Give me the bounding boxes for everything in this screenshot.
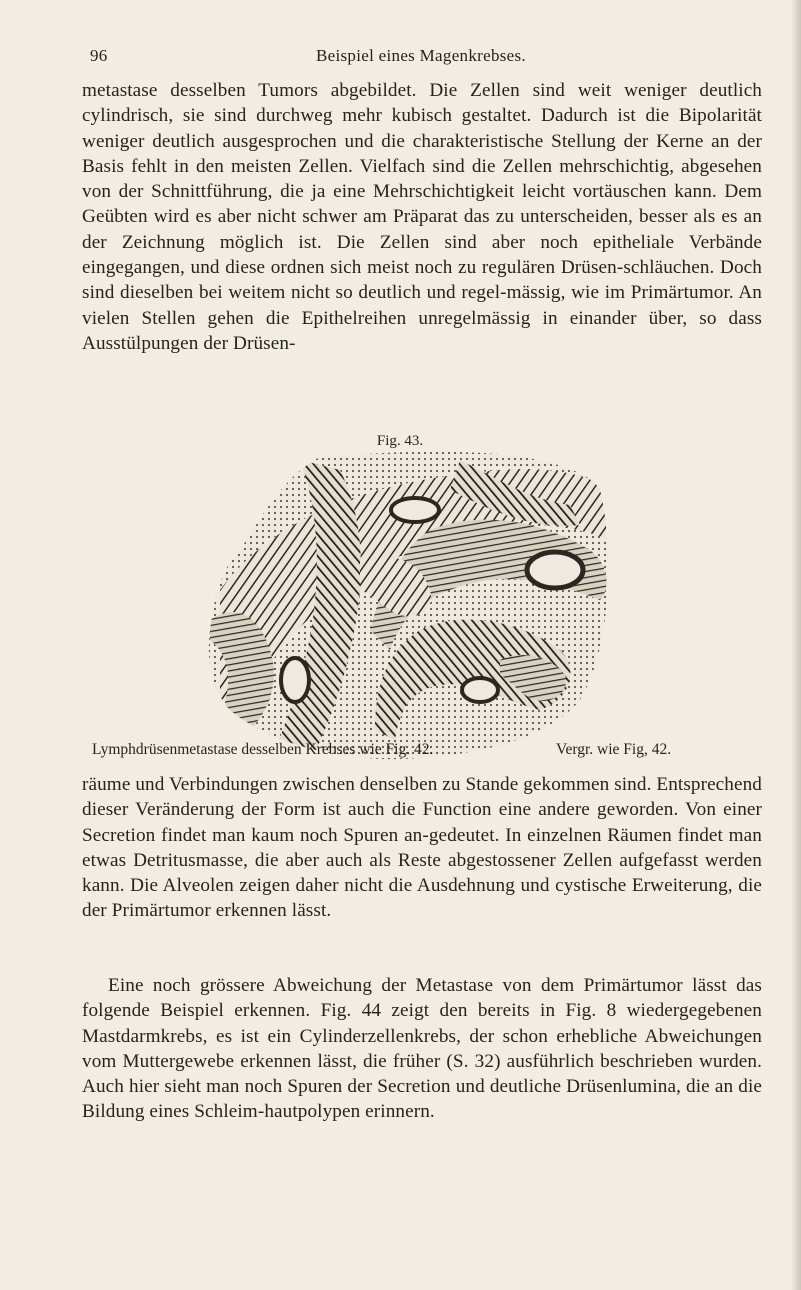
running-head xyxy=(82,46,760,72)
running-title: Beispiel eines Magenkrebses. xyxy=(316,46,526,65)
paragraph-1: metastase desselben Tumors abgebildet. Die Zellen sind weit weniger deutlich cylindrisch, sie sind durchweg mehr kubisch gestaltet. Dadurch ist die Bipolarität weniger deutlich ausgesprochen und die charakteristische Stellung der Kerne an der Basis fehlt in den meisten Zellen. Vielfach sind die Zellen mehrschichtig, abgesehen von der Schnittführung, die ja eine Mehrschichtigkeit leicht vortäuschen kann. Dem Geübten wird es aber nicht schwer am Präparat das zu unterscheiden, besser als es an der Zeichnung möglich ist. Die Zellen sind aber noch epitheliale Verbände eingegangen, und diese ordnen sich meist noch zu regulären Drüsen-schläuchen. Doch sind dieselben bei weitem nicht so deutlich und regel-mässig, wie im Primärtumor. An vielen Stellen gehen die Epithelreihen unregelmässig in einander über, so dass Ausstülpungen der Drüsen- xyxy=(82,80,762,354)
paragraph-3: Eine noch grössere Abweichung der Metastase von dem Primärtumor lässt das folgende Beispiel erkennen. Fig. 44 zeigt den bereits in Fig. 8 wiedergegebenen Mastdarmkrebs, es ist ein Cylinderzellenkrebs, der schon erhebliche Abweichungen vom Muttergewebe erkennen lässt, die früher (S. 32) ausführlich beschrieben wurden. Auch hier sieht man noch Spuren der Secretion und deutliche Drüsenlumina, die an die Bildung eines Schleim-hautpolypen erinnern. xyxy=(82,975,762,1123)
caption-magnification: Vergr. wie Fig, 42. xyxy=(556,741,672,758)
figure-label: Fig. 43. xyxy=(376,433,424,449)
histology-illustration xyxy=(200,450,610,765)
page-edge-shadow xyxy=(791,0,801,1290)
page-number: 96 xyxy=(90,46,108,65)
paragraph-2: räume und Verbindungen zwischen denselben zu Stande gekommen sind. Entsprechend dieser Veränderung der Form ist auch die Function eine andere geworden. Von einer Secretion findet man kaum noch Spuren an-gedeutet. In einzelnen Räumen findet man etwas Detritusmasse, die aber auch als Reste abgestossener Zellen aufgefasst werden kann. Die Alveolen zeigen daher nicht die Ausdehnung und cystische Erweiterung, die der Primärtumor erkennen lässt. xyxy=(82,774,762,922)
caption-text: Lymphdrüsenmetastase desselben Krebses wie Fig. 42. xyxy=(92,741,434,758)
